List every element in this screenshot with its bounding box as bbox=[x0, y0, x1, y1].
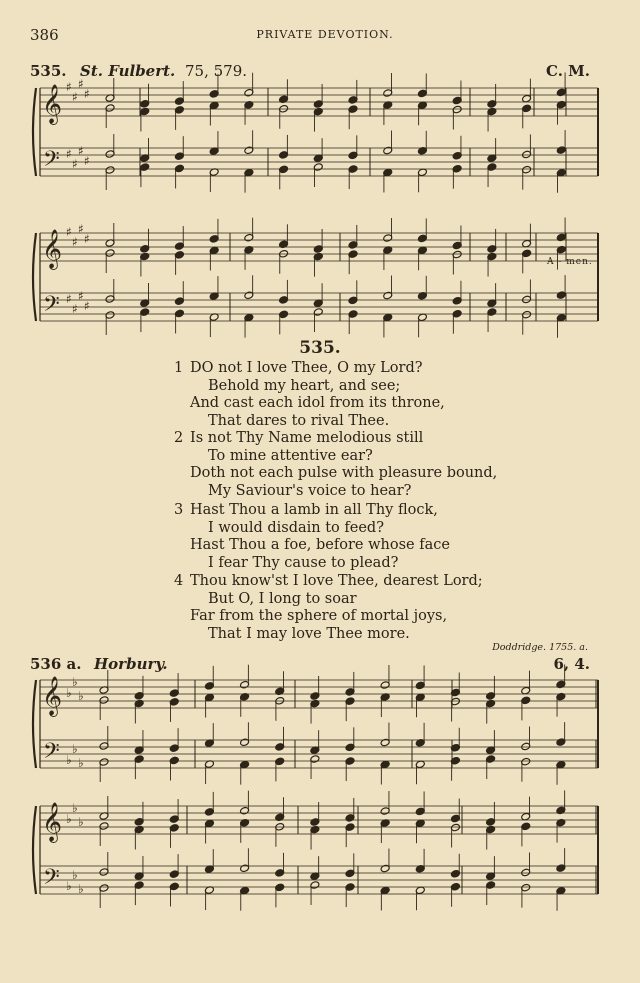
brace bbox=[33, 233, 36, 321]
key-accidental: ♯ bbox=[78, 144, 84, 158]
verse-line: Behold my heart, and see; bbox=[208, 377, 401, 394]
amen-label: A - men. bbox=[547, 257, 593, 267]
stanza-4 bbox=[174, 573, 554, 643]
hymn-number: 535. bbox=[299, 338, 341, 358]
key-accidental: ♯ bbox=[84, 87, 90, 101]
verse-line: To mine attentive ear? bbox=[208, 447, 373, 464]
verse-line: 3 Hast Thou a lamb in all Thy flock, bbox=[174, 502, 438, 518]
key-accidental: ♭ bbox=[72, 742, 78, 756]
stanza-3 bbox=[174, 502, 554, 572]
brace bbox=[33, 88, 36, 176]
verse-line: My Saviour's voice to hear? bbox=[208, 482, 412, 499]
stanza-number: 3 bbox=[174, 502, 184, 518]
verse-line: Far from the sphere of mortal joys, bbox=[190, 608, 448, 624]
verse-line: That dares to rival Thee. bbox=[208, 412, 390, 429]
tune-references: 75, 579. bbox=[185, 62, 248, 80]
key-accidental: ♭ bbox=[66, 753, 72, 767]
key-accidental: ♯ bbox=[84, 154, 90, 168]
verse-line: I fear Thy cause to plead? bbox=[208, 554, 399, 571]
stanza-2 bbox=[174, 430, 554, 500]
key-accidental: ♯ bbox=[78, 222, 84, 236]
key-accidental: ♯ bbox=[78, 77, 84, 91]
clef-glyph: 𝄢 bbox=[43, 147, 60, 177]
verse-line: 2 Is not Thy Name melodious still bbox=[174, 430, 424, 446]
key-accidental: ♭ bbox=[66, 812, 72, 826]
key-accidental: ♯ bbox=[72, 235, 78, 249]
key-accidental: ♭ bbox=[72, 675, 78, 689]
tune-meter: 6, 4. bbox=[553, 655, 590, 673]
clef-glyph: 𝄞 bbox=[42, 84, 63, 124]
verse-line: And cast each idol from its throne, bbox=[190, 395, 445, 411]
clef-glyph: 𝄢 bbox=[43, 739, 60, 769]
key-accidental: ♭ bbox=[78, 815, 84, 829]
key-accidental: ♭ bbox=[78, 882, 84, 896]
verse-line: But O, I long to soar bbox=[208, 590, 357, 607]
clef-glyph: 𝄞 bbox=[42, 676, 63, 716]
clef-glyph: 𝄢 bbox=[43, 292, 60, 322]
verse-line: I would disdain to feed? bbox=[208, 519, 384, 536]
verse-line: 4 Thou know'st I love Thee, dearest Lord; bbox=[174, 573, 483, 589]
key-accidental: ♯ bbox=[84, 299, 90, 313]
stanza-number: 1 bbox=[174, 360, 184, 376]
clef-glyph: 𝄞 bbox=[42, 229, 63, 269]
key-accidental: ♭ bbox=[78, 689, 84, 703]
key-accidental: ♭ bbox=[72, 868, 78, 882]
brace bbox=[33, 680, 36, 768]
key-accidental: ♯ bbox=[66, 292, 72, 306]
verse-line: 1 DO not I love Thee, O my Lord? bbox=[174, 360, 423, 376]
key-accidental: ♯ bbox=[66, 225, 72, 239]
tune-name: St. Fulbert. bbox=[80, 62, 176, 80]
running-title: PRIVATE DEVOTION. bbox=[256, 28, 394, 41]
verse-line: That I may love Thee more. bbox=[208, 625, 410, 642]
verse-line: Doth not each pulse with pleasure bound, bbox=[190, 465, 498, 481]
stanza-number: 2 bbox=[174, 430, 184, 446]
tune-name: Horbury. bbox=[94, 655, 168, 673]
key-accidental: ♯ bbox=[84, 232, 90, 246]
key-accidental: ♯ bbox=[66, 80, 72, 94]
clef-glyph: 𝄢 bbox=[43, 865, 60, 895]
key-accidental: ♯ bbox=[72, 90, 78, 104]
tune-meter: C. M. bbox=[546, 62, 590, 80]
brace bbox=[33, 806, 36, 894]
tune-number: 536 a. bbox=[30, 655, 82, 673]
key-accidental: ♯ bbox=[66, 147, 72, 161]
key-accidental: ♭ bbox=[78, 756, 84, 770]
stanza-number: 4 bbox=[174, 573, 184, 589]
page-number: 386 bbox=[30, 26, 59, 44]
verse-line: Hast Thou a foe, before whose face bbox=[190, 537, 450, 553]
key-accidental: ♯ bbox=[72, 157, 78, 171]
key-accidental: ♯ bbox=[72, 302, 78, 316]
author-attribution: Doddridge. 1755. a. bbox=[492, 642, 588, 653]
key-accidental: ♭ bbox=[66, 686, 72, 700]
stanza-1 bbox=[174, 360, 554, 430]
tune-number: 535. bbox=[30, 62, 67, 80]
key-accidental: ♭ bbox=[66, 879, 72, 893]
key-accidental: ♯ bbox=[78, 289, 84, 303]
clef-glyph: 𝄞 bbox=[42, 802, 63, 842]
key-accidental: ♭ bbox=[72, 801, 78, 815]
